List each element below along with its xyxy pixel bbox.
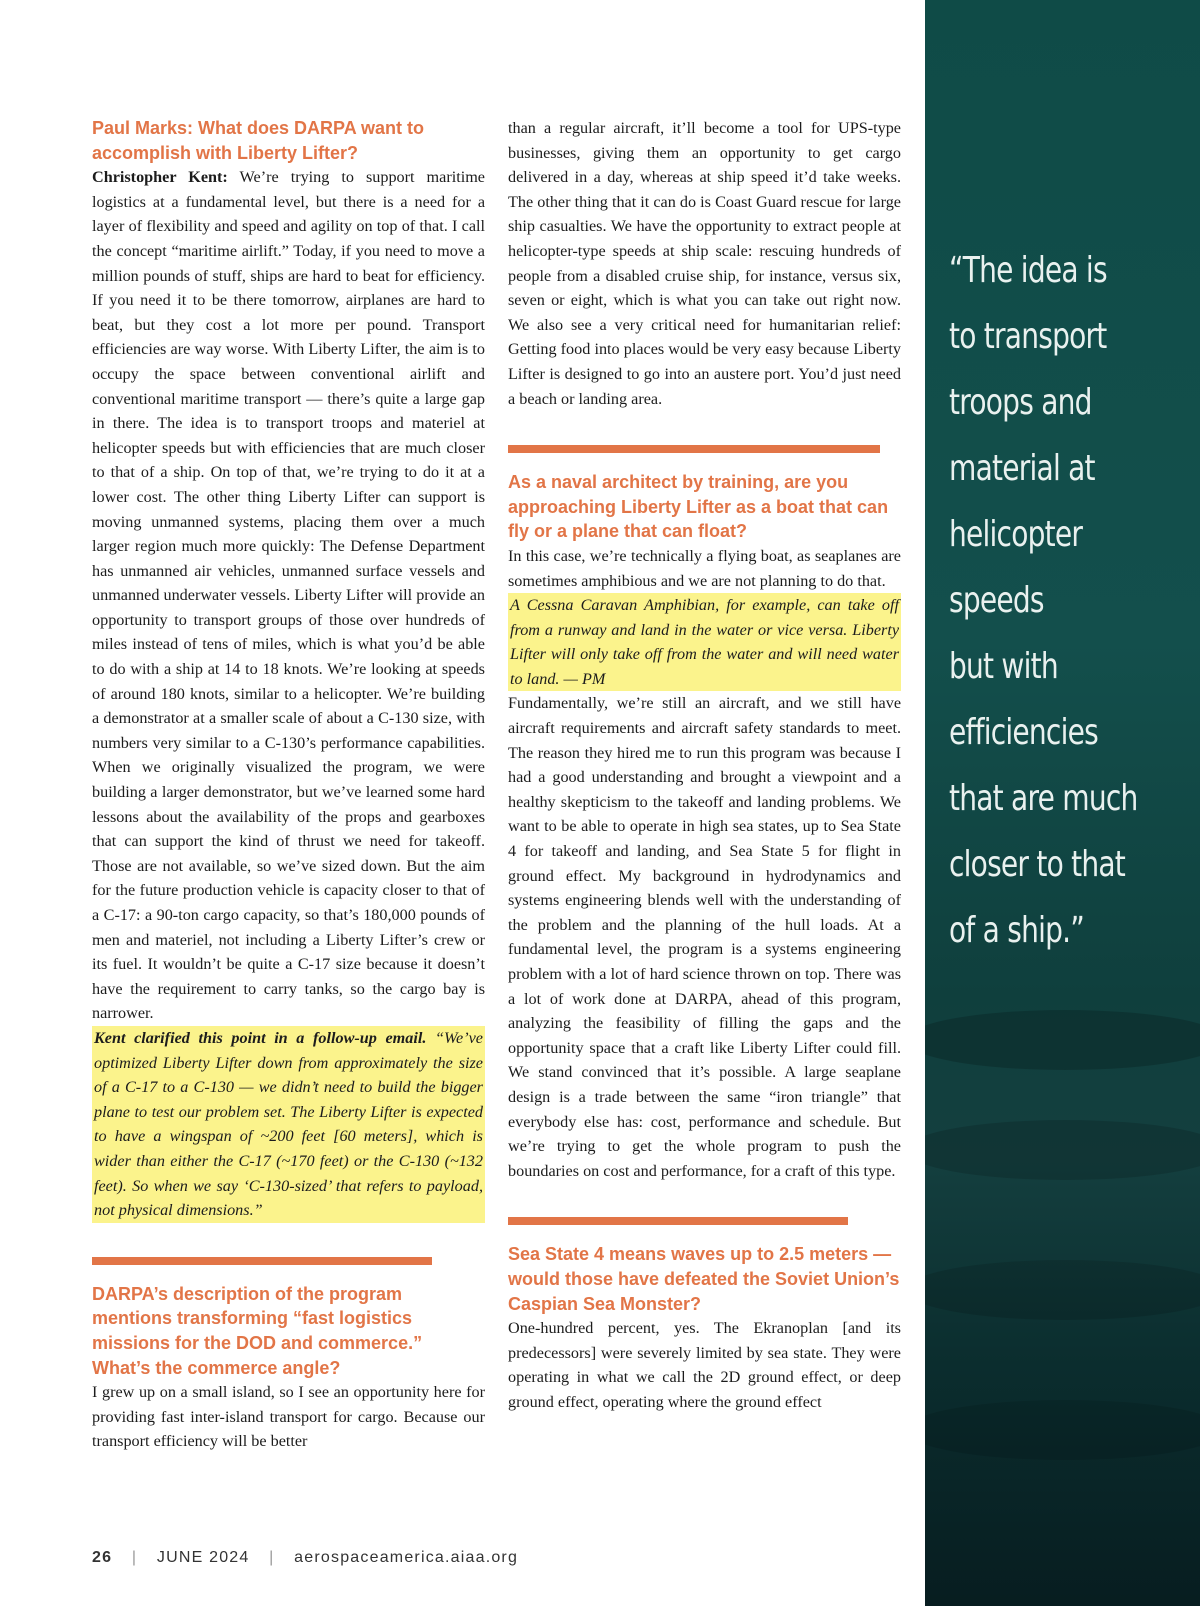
website-url[interactable]: aerospaceamerica.aiaa.org	[294, 1549, 519, 1566]
pull-quote-line: closer to that	[949, 844, 1126, 885]
question-heading: DARPA’s description of the program mentions transforming “fast logistics missions for the DOD and commerce.” What’s the commerce angle?	[92, 1283, 423, 1378]
page-footer	[92, 1549, 518, 1567]
answer-paragraph: than a regular aircraft, it’ll become a tool for UPS-type businesses, giving them an opportunity to get cargo delivered in a day, whereas at ship speed it’d take weeks. The other thing that it can do is Coast Guard rescue for large ship casualties. We have the opportunity to extract people at helicopter-type speeds at ship scale: rescuing hundreds of people from a disabled cruise ship, for instance, versus six, seven or eight, which is what you can take out right now. We also see a very critical need for humanitarian relief: Getting food into places would be very easy because Liberty Lifter is designed to go into an austere port. You’d just need a beach or landing area.	[508, 119, 901, 408]
pull-quote-line: of a ship.”	[949, 910, 1085, 951]
answer-text: We’re trying to support maritime logistics at a fundamental level, but there is a need for a layer of flexibility and speed and agility on top of that. I call the concept “maritime airlift.” Today, if you need to move a million pounds of stuff, ships are hard to beat for efficiency. If you need it to be there tomorrow, airplanes are hard to beat, but they cost a lot more per pound. Transport efficiencies are way worse. With Liberty Lifter, the aim is to occupy the space between conventional airlift and conventional maritime transport — there’s quite a large gap in there. The idea is to transport troops and materiel at helicopter speeds but with efficiencies that are much closer to that of a ship. On top of that, we’re trying to do it at a lower cost. The other thing Liberty Lifter can support is moving unmanned systems, placing them over a much larger region much more quickly: The Defense Department has unmanned air vehicles, unmanned surface vessels and unmanned underwater vessels. Liberty Lifter will provide an opportunity to transport groups of those over hundreds of miles instead of tens of miles, which is what you’d be able to do with a ship at 14 to 18 knots. We’re looking at speeds of around 180 knots, similar to a helicopter. We’re building a demonstrator at a smaller scale of about a C-130 size, with numbers very similar to a C-130’s performance capabilities. When we originally visualized the program, we were building a larger demonstrator, but we’ve learned some hard lessons about the availability of the props and gearboxes that can support the kind of thrust we need for takeoff. Those are not available, so we’ve sized down. But the aim for the future production vehicle is capacity closer to that of a C-17: a 90-ton cargo capacity, so that’s 180,000 pounds of men and materiel, not including a Liberty Lifter’s crew or its fuel. It wouldn’t be quite a C-17 size because it doesn’t have the requirement to carry tanks, so the cargo bay is narrower.	[92, 168, 485, 1023]
answer-paragraph: Fundamentally, we’re still an aircraft, and we still have aircraft requirements and aircraft safety standards to meet. The reason they hired me to run this program was because I had a good understanding and brought a viewpoint and a healthy skepticism to the takeoff and landing problems. We want to be able to operate in high sea states, up to Sea State 4 for takeoff and landing, and Sea State 5 for flight in ground effect. My background in hydrodynamics and systems engineering blends well with the understanding of the problem and the planning of the hull loads. At a fundamental level, the program is a systems engineering problem with a lot of hard science thrown on top. There was a lot of work done at DARPA, ahead of this program, analyzing the feasibility of filling the gaps and the opportunity space that a craft like Liberty Lifter could fill. We stand convinced that it’s possible. A large seaplane design is a trade between the same “iron triangle” that everybody else has: cost, performance and schedule. But we’re trying to get the whole program to push the boundaries on cost and performance, for a craft of this type.	[508, 694, 901, 1180]
speaker-name: Christopher Kent:	[92, 168, 228, 187]
sea-texture	[925, 1260, 1200, 1320]
left-column	[92, 116, 485, 1454]
pull-quote-sidebar	[925, 0, 1200, 1606]
pull-quote-line: troops and	[949, 382, 1092, 423]
pull-quote-line: that are much	[949, 778, 1138, 819]
answer-paragraph	[92, 165, 485, 1026]
page-number: 26	[92, 1549, 113, 1566]
editor-note-text: “We’ve optimized Liberty Lifter down from approximately the size of a C-17 to a C-130 — we didn’t need to build the bigger plane to test our problem set. The Liberty Lifter is expected to have a wingspan of ~200 feet [60 meters], which is wider than either the C-17 (~170 feet) or the C-130 (~132 feet). So when we say ‘C-130-sized’ that refers to payload, not physical dimensions.”	[94, 1028, 483, 1220]
editor-note: A Cessna Caravan Amphibian, for example, can take off from a runway and land in the water or vice versa. Liberty Lifter will only take off from the water and will need water to land. — PM	[508, 593, 901, 691]
section-divider	[92, 1257, 432, 1265]
sea-texture	[925, 1010, 1200, 1070]
sea-texture	[925, 1400, 1200, 1460]
pull-quote-line: efficiencies	[949, 712, 1098, 753]
pull-quote-line: to transport	[949, 316, 1107, 357]
question-heading: As a naval architect by training, are you approaching Liberty Lifter as a boat that can fly or a plane that can float?	[508, 472, 889, 542]
issue-date: JUNE 2024	[156, 1549, 250, 1566]
section-divider	[508, 1217, 848, 1225]
editor-note	[92, 1026, 485, 1223]
section-divider	[508, 445, 880, 453]
answer-paragraph: In this case, we’re technically a flying boat, as seaplanes are sometimes amphibious and we are not planning to do that.	[508, 546, 901, 590]
sea-texture	[925, 1120, 1200, 1180]
footer-separator: |	[131, 1549, 138, 1566]
pull-quote-line: material at	[949, 448, 1095, 489]
question-heading: Paul Marks: What does DARPA want to accomplish with Liberty Lifter?	[92, 118, 425, 163]
editor-note-lead: Kent clarified this point in a follow-up email.	[94, 1028, 427, 1047]
pull-quote-line: “The idea is	[949, 250, 1107, 291]
footer-separator: |	[269, 1549, 275, 1566]
answer-paragraph: One-hundred percent, yes. The Ekranoplan [and its predecessors] were severely limited by sea state. They were operating in what we call the 2D ground effect, or deep ground effect, operating where the ground effect	[508, 1319, 901, 1411]
question-heading: Sea State 4 means waves up to 2.5 meters — would those have defeated the Soviet Union’s Caspian Sea Monster?	[508, 1244, 900, 1314]
answer-paragraph: I grew up on a small island, so I see an opportunity here for providing fast inter-island transport for cargo. Because our transport efficiency will be better	[92, 1383, 485, 1451]
pull-quote-line: speeds	[949, 580, 1044, 621]
middle-column	[508, 116, 901, 1415]
pull-quote	[949, 238, 1136, 964]
pull-quote-line: but with	[949, 646, 1058, 687]
pull-quote-line: helicopter	[949, 514, 1083, 555]
